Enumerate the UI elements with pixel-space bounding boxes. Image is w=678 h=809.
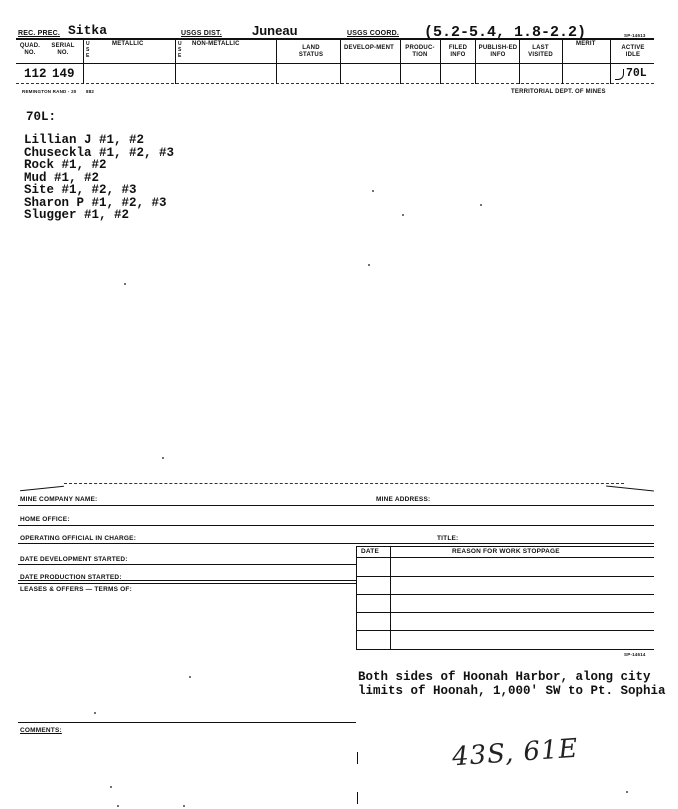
scan-speck bbox=[110, 786, 112, 788]
date-development-label: DATE DEVELOPMENT STARTED: bbox=[20, 556, 128, 563]
home-office-label: HOME OFFICE: bbox=[20, 516, 70, 523]
scan-speck bbox=[372, 190, 374, 192]
production-rule-2 bbox=[18, 583, 356, 584]
claims-heading: 70L: bbox=[26, 110, 57, 124]
col-filed-info: FILED INFO bbox=[448, 45, 468, 58]
claim-item: Mud #1, #2 bbox=[24, 170, 100, 185]
stoppage-row-rule bbox=[356, 594, 654, 595]
col-serial-no: SERIAL NO. bbox=[51, 43, 75, 56]
printer-note: REMINGTON RAND - 20 bbox=[22, 89, 77, 94]
col-land-status: LAND STATUS bbox=[298, 45, 324, 58]
active-idle-mark bbox=[615, 69, 624, 80]
scan-speck bbox=[183, 805, 185, 807]
form-number-top: SP-14613 bbox=[624, 33, 646, 38]
col-sep bbox=[276, 38, 277, 84]
col-sep bbox=[562, 38, 563, 84]
comments-label: COMMENTS: bbox=[20, 727, 62, 734]
lower-start-rule bbox=[20, 486, 64, 492]
scan-speck bbox=[480, 204, 482, 206]
margin-tick bbox=[357, 752, 358, 764]
stoppage-row-rule bbox=[356, 630, 654, 631]
col-sep bbox=[83, 38, 84, 84]
scan-speck bbox=[124, 283, 126, 285]
leases-label: LEASES & OFFERS — TERMS OF: bbox=[20, 586, 132, 593]
usgs-dist-label: USGS DIST. bbox=[181, 30, 222, 37]
claims-list bbox=[24, 134, 174, 222]
stoppage-top-rule bbox=[356, 546, 654, 547]
date-col-label: DATE bbox=[361, 548, 380, 555]
scan-speck bbox=[626, 791, 628, 793]
col-non-metallic: NON-METALLIC bbox=[192, 41, 240, 47]
location-note-line: Both sides of Hoonah Harbor, along city bbox=[358, 670, 651, 684]
operating-official-label: OPERATING OFFICIAL IN CHARGE: bbox=[20, 535, 137, 542]
reason-col-label: REASON FOR WORK STOPPAGE bbox=[452, 548, 560, 555]
scan-speck bbox=[117, 805, 119, 807]
stoppage-header-rule bbox=[356, 557, 654, 558]
row-dashed-rule bbox=[16, 83, 654, 84]
production-rule bbox=[18, 580, 356, 581]
handwritten-coords: 43S, 61E bbox=[451, 733, 580, 773]
stoppage-row-rule bbox=[356, 576, 654, 577]
col-merit: MERIT bbox=[576, 41, 596, 47]
lower-end-rule bbox=[606, 485, 654, 491]
scan-speck bbox=[368, 264, 370, 266]
mine-company-name-label: MINE COMPANY NAME: bbox=[20, 496, 98, 503]
col-use-2: U S E bbox=[178, 41, 182, 59]
usgs-coord-label: USGS COORD. bbox=[347, 30, 399, 37]
claim-item: Site #1, #2, #3 bbox=[24, 183, 137, 197]
printer-code: 882 bbox=[86, 89, 95, 94]
col-last-visited: LAST VISITED bbox=[528, 45, 553, 58]
title-label: TITLE: bbox=[437, 535, 459, 542]
claim-item: Slugger #1, #2 bbox=[24, 208, 130, 222]
official-rule bbox=[18, 543, 654, 544]
col-sep bbox=[440, 38, 441, 84]
claim-item: Lillian J #1, #2 bbox=[24, 133, 145, 147]
col-metallic: METALLIC bbox=[112, 41, 144, 47]
col-quad-no: QUAD. NO. bbox=[19, 43, 41, 56]
usgs-dist-value: Juneau bbox=[252, 23, 298, 38]
serial-value: 149 bbox=[52, 67, 75, 81]
col-active-idle: ACTIVE IDLE bbox=[621, 45, 645, 58]
comments-top-rule bbox=[18, 722, 356, 723]
rec-prec-label: REC. PREC. bbox=[18, 30, 61, 37]
col-use-1: U S E bbox=[86, 41, 90, 59]
stoppage-bottom-rule bbox=[356, 649, 654, 650]
header-rule bbox=[16, 38, 654, 40]
home-office-rule bbox=[18, 525, 654, 526]
dept-label: TERRITORIAL DEPT. OF MINES bbox=[511, 89, 606, 95]
col-sep bbox=[610, 38, 611, 84]
col-published-info: PUBLISH-ED INFO bbox=[478, 45, 518, 58]
scan-speck bbox=[94, 712, 96, 714]
active-idle-value: 70L bbox=[626, 67, 647, 80]
quad-value: 112 bbox=[24, 67, 47, 81]
stoppage-row-rule bbox=[356, 612, 654, 613]
claim-item: Rock #1, #2 bbox=[24, 158, 107, 172]
claim-item: Sharon P #1, #2, #3 bbox=[24, 195, 167, 210]
col-sep bbox=[175, 38, 176, 84]
mine-address-label: MINE ADDRESS: bbox=[376, 496, 431, 503]
stoppage-date-sep bbox=[390, 546, 391, 650]
usgs-coord-value: (5.2-5.4, 1.8-2.2) bbox=[424, 24, 587, 41]
location-note-line: limits of Hoonah, 1,000' SW to Pt. Sophia bbox=[358, 684, 666, 698]
margin-tick bbox=[357, 792, 358, 804]
col-sep bbox=[400, 38, 401, 84]
form-number-bottom: SP-14614 bbox=[624, 652, 646, 657]
rec-prec-value: Sitka bbox=[68, 23, 108, 38]
col-development: DEVELOP-MENT bbox=[343, 45, 395, 51]
col-sep bbox=[519, 38, 520, 84]
date-production-label: DATE PRODUCTION STARTED: bbox=[20, 574, 122, 581]
scan-speck bbox=[189, 676, 191, 678]
col-sep bbox=[475, 38, 476, 84]
claim-item: Chuseckla #1, #2, #3 bbox=[24, 145, 175, 160]
col-production: PRODUC-TION bbox=[405, 45, 435, 58]
col-sep bbox=[340, 38, 341, 84]
lower-dashed-rule bbox=[64, 483, 624, 484]
scan-speck bbox=[402, 214, 404, 216]
stoppage-left-border bbox=[356, 546, 357, 650]
column-header-rule bbox=[16, 63, 654, 64]
scan-speck bbox=[162, 457, 164, 459]
development-rule bbox=[18, 564, 356, 565]
company-rule bbox=[18, 505, 654, 506]
